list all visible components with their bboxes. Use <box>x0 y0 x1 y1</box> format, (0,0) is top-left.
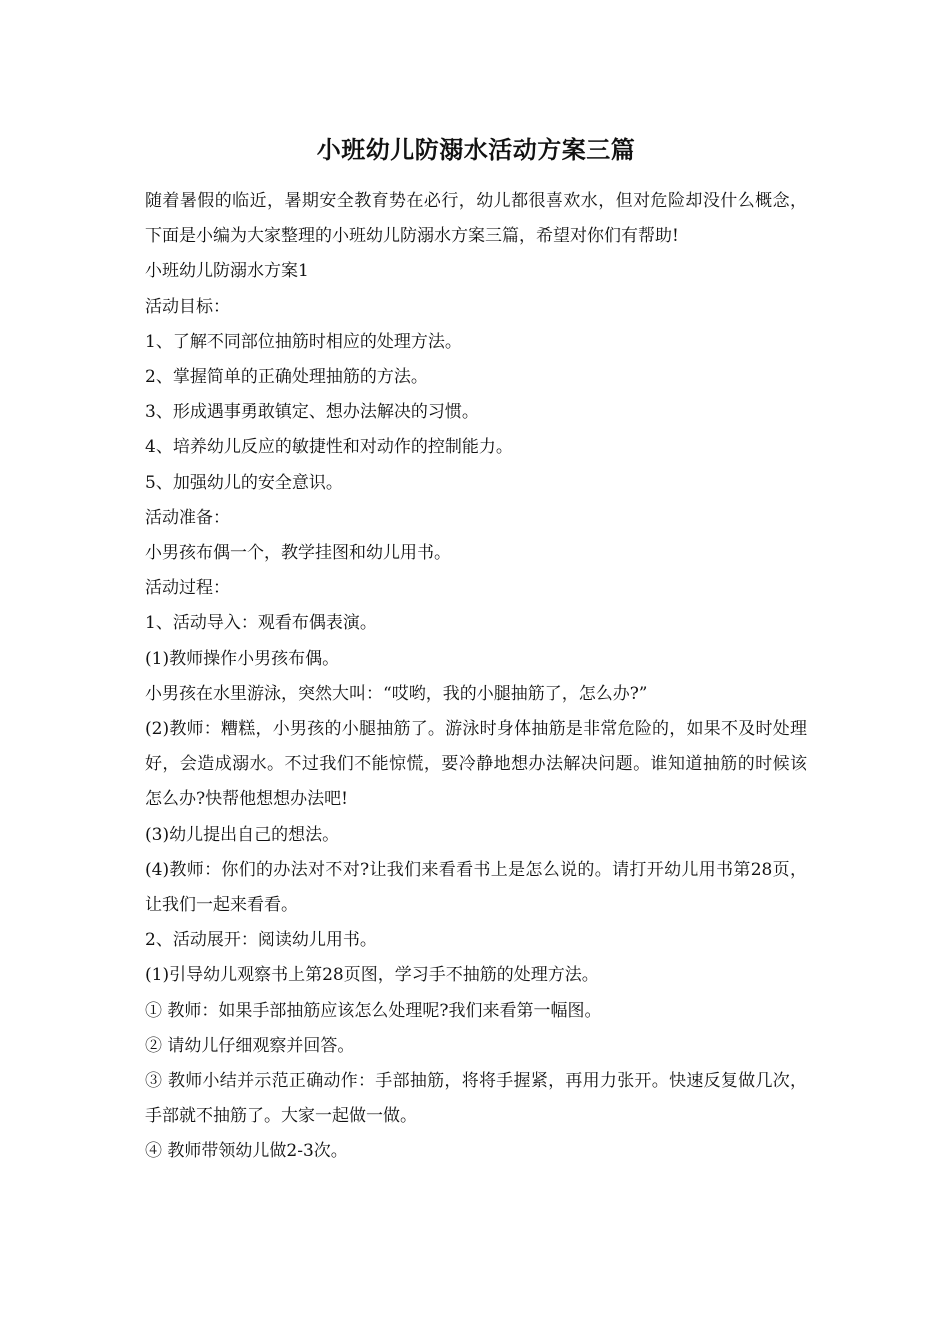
preparation-text: 小男孩布偶一个，教学挂图和幼儿用书。 <box>145 543 451 564</box>
goal-item: 2、掌握简单的正确处理抽筋的方法。 <box>145 367 428 388</box>
process-point: ② 请幼儿仔细观察并回答。 <box>145 1035 355 1056</box>
process-substep: (4)教师：你们的办法对不对?让我们来看看书上是怎么说的。请打开幼儿用书第28页，让我们一起来看看。 <box>145 859 807 916</box>
heading-activity-preparation: 活动准备： <box>145 507 230 528</box>
process-substep: (1)教师操作小男孩布偶。 <box>145 648 340 669</box>
process-step: 1、活动导入：观看布偶表演。 <box>145 613 377 634</box>
process-step: 2、活动展开：阅读幼儿用书。 <box>145 930 377 951</box>
process-point: ① 教师：如果手部抽筋应该怎么处理呢?我们来看第一幅图。 <box>145 1000 602 1021</box>
goal-item: 5、加强幼儿的安全意识。 <box>145 472 343 493</box>
process-substep: (2)教师：糟糕，小男孩的小腿抽筋了。游泳时身体抽筋是非常危险的，如果不及时处理好，会造成溺水。不过我们不能惊慌，要冷静地想办法解决问题。谁知道抽筋的时候该怎么办?快帮他想想办法吧! <box>145 719 807 810</box>
document-page <box>145 130 807 1170</box>
process-point: ④ 教师带领幼儿做2-3次。 <box>145 1141 348 1162</box>
heading-activity-process: 活动过程： <box>145 578 230 599</box>
process-text: 小男孩在水里游泳，突然大叫：“哎哟，我的小腿抽筋了，怎么办?” <box>145 683 648 704</box>
process-substep: (1)引导幼儿观察书上第28页图，学习手不抽筋的处理方法。 <box>145 965 599 986</box>
goal-item: 1、了解不同部位抽筋时相应的处理方法。 <box>145 331 462 352</box>
document-body <box>145 184 807 1170</box>
process-point: ③ 教师小结并示范正确动作：手部抽筋，将将手握紧，再用力张开。快速反复做几次，手部就不抽筋了。大家一起做一做。 <box>145 1071 807 1127</box>
process-substep: (3)幼儿提出自己的想法。 <box>145 824 340 845</box>
goal-item: 4、培养幼儿反应的敏捷性和对动作的控制能力。 <box>145 437 513 458</box>
section-heading-plan-1: 小班幼儿防溺水方案1 <box>145 261 309 282</box>
goal-item: 3、形成遇事勇敢镇定、想办法解决的习惯。 <box>145 402 479 423</box>
paragraph-intro: 随着暑假的临近，暑期安全教育势在必行，幼儿都很喜欢水，但对危险却没什么概念，下面是小编为大家整理的小班幼儿防溺水方案三篇，希望对你们有帮助! <box>145 191 807 247</box>
heading-activity-goals: 活动目标： <box>145 296 230 317</box>
document-title: 小班幼儿防溺水活动方案三篇 <box>316 135 636 164</box>
